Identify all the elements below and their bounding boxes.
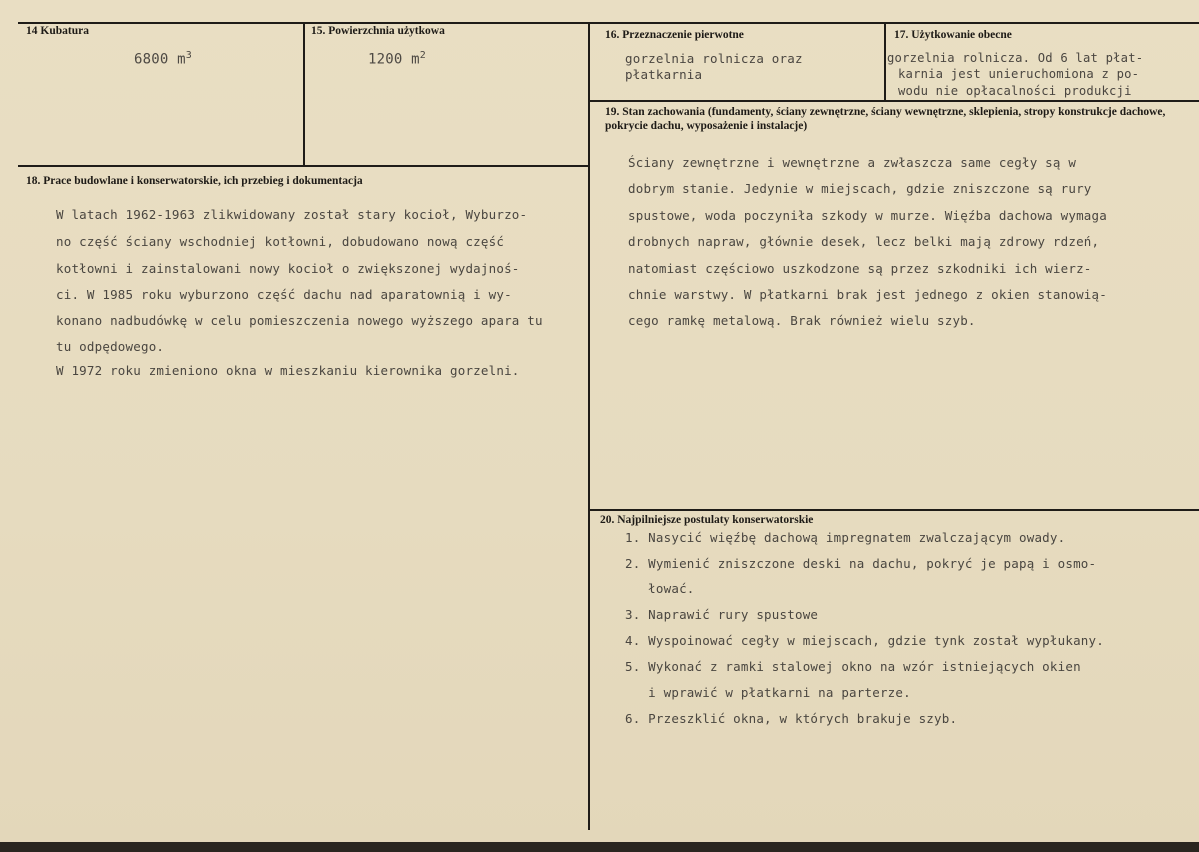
field-19-line: chnie warstwy. W płatkarni brak jest jednego z okien stanowią- — [628, 287, 1107, 302]
field-18-line: ci. W 1985 roku wyburzono część dachu nad aparatownią i wy- — [56, 287, 512, 302]
rule-over-20 — [590, 509, 1199, 511]
field-15-value — [368, 50, 426, 68]
field-18-line: no część ściany wschodniej kotłowni, dobudowano nową część — [56, 234, 505, 249]
field-19-line: Ściany zewnętrzne i wewnętrzne a zwłaszcza same cegły są w — [628, 155, 1077, 170]
field-15-number: 1200 m — [368, 51, 420, 68]
field-16-label: 16. Przeznaczenie pierwotne — [605, 29, 744, 41]
field-19-line: cego ramkę metalową. Brak również wielu szyb. — [628, 313, 976, 328]
field-15-unit-exponent: 2 — [419, 50, 427, 61]
field-19-line: spustowe, woda poczyniła szkody w murze. Więźba dachowa wymaga — [628, 208, 1107, 223]
field-17-line: wodu nie opłacalności produkcji — [898, 84, 1132, 98]
field-20-item: 4. Wyspoinować cegły w miejscach, gdzie tynk został wypłukany. — [625, 633, 1104, 648]
field-20-item: 5. Wykonać z ramki stalowej okno na wzór istniejących okien — [625, 659, 1081, 674]
field-16-line: płatkarnia — [625, 67, 703, 82]
field-20-label: 20. Najpilniejsze postulaty konserwatorskie — [600, 514, 814, 526]
field-20-item: 3. Naprawić rury spustowe — [625, 607, 819, 622]
field-19-line: drobnych napraw, głównie desek, lecz belki mają zdrowy rdzeń, — [628, 234, 1100, 249]
field-16-line: gorzelnia rolnicza oraz — [625, 51, 803, 66]
scan-edge — [0, 842, 1199, 852]
rule-over-18 — [18, 165, 590, 167]
rule-under-17 — [590, 100, 1199, 102]
field-14-label: 14 Kubatura — [26, 25, 89, 37]
field-20-item: 1. Nasycić więźbę dachową impregnatem zwalczającym owady. — [625, 530, 1066, 545]
field-17-label: 17. Użytkowanie obecne — [894, 29, 1012, 41]
field-17-line: gorzelnia rolnicza. Od 6 lat płat- — [887, 51, 1144, 65]
field-19-line: dobrym stanie. Jedynie w miejscach, gdzie zniszczone są rury — [628, 181, 1092, 196]
field-18-label: 18. Prace budowlane i konserwatorskie, ich przebieg i dokumentacja — [26, 175, 363, 187]
field-15-label: 15. Powierzchnia użytkowa — [311, 25, 445, 37]
field-19-line: natomiast częściowo uszkodzone są przez szkodniki ich wierz- — [628, 261, 1092, 276]
field-20-item: 2. Wymienić zniszczone deski na dachu, pokryć je papą i osmo- — [625, 556, 1097, 571]
field-14-unit-exponent: 3 — [185, 50, 193, 61]
field-18-line: konano nadbudówkę w celu pomieszczenia nowego wyższego apara tu — [56, 313, 543, 328]
field-20-item: łować. — [625, 581, 695, 596]
divider-16-17 — [884, 22, 886, 100]
field-17-line: karnia jest unieruchomiona z po- — [898, 67, 1140, 81]
field-14-value — [134, 50, 192, 68]
top-rule — [18, 22, 1199, 24]
divider-14-15 — [303, 22, 305, 165]
field-18-line: tu odpędowego. — [56, 339, 165, 354]
field-20-item: 6. Przeszklić okna, w których brakuje szyb. — [625, 711, 958, 726]
field-19-label: 19. Stan zachowania (fundamenty, ściany zewnętrzne, ściany wewnętrzne, sklepienia, stropy konstrukcje dachowe, pokrycie dachu, wyposażenie i instalacje) — [605, 106, 1166, 132]
field-18-line: kotłowni i zainstalowani nowy kocioł o zwiększonej wydajnoś- — [56, 261, 520, 276]
field-20-item: i wprawić w płatkarni na parterze. — [625, 685, 911, 700]
field-18-line: W latach 1962-1963 zlikwidowany został stary kocioł, Wyburzo- — [56, 207, 528, 222]
divider-main — [588, 22, 590, 830]
field-18-line: W 1972 roku zmieniono okna w mieszkaniu kierownika gorzelni. — [56, 363, 520, 378]
field-14-number: 6800 m — [134, 51, 186, 68]
